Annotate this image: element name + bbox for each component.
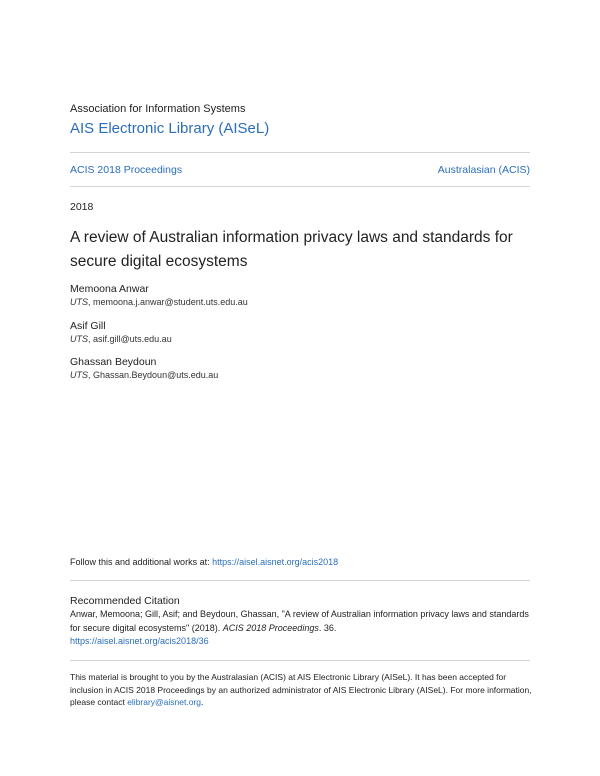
- citation-heading: Recommended Citation: [70, 595, 180, 607]
- author-entry: [70, 283, 248, 307]
- author-entry: [70, 356, 218, 380]
- region-link[interactable]: Australasian (ACIS): [437, 164, 530, 176]
- affiliation-name: UTS: [70, 297, 88, 307]
- publication-year: 2018: [70, 201, 94, 213]
- citation-link[interactable]: https://aisel.aisnet.org/acis2018/36: [70, 636, 209, 646]
- author-affiliation: UTS, asif.gill@uts.edu.au: [70, 334, 172, 344]
- paper-title: A review of Australian information privacy laws and standards for secure digital ecosystems: [70, 229, 513, 270]
- affiliation-name: UTS: [70, 334, 88, 344]
- notice-text: [70, 671, 540, 709]
- library-link[interactable]: AIS Electronic Library (AISeL): [70, 120, 270, 137]
- follow-text: [70, 557, 338, 567]
- citation-divider: [70, 580, 530, 581]
- citation-venue: ACIS 2018 Proceedings: [222, 622, 319, 633]
- citation-body: Anwar, Memoona; Gill, Asif; and Beydoun, Ghassan, "A review of Australian information privacy laws and standards for secure digital ecosystems" (2018).: [70, 609, 529, 633]
- author-email: Ghassan.Beydoun@uts.edu.au: [93, 370, 219, 380]
- proceedings-link[interactable]: ACIS 2018 Proceedings: [70, 164, 183, 176]
- notice-body: This material is brought to you by the Australasian (ACIS) at AIS Electronic Library (AISeL). It has been accepted for inclusion in ACIS 2018 Proceedings by an authorized administrator of AIS Electronic Library (AISeL). For more information, please contact: [70, 672, 532, 707]
- citation-text: [70, 608, 540, 649]
- association-name: Association for Information Systems: [70, 103, 246, 115]
- author-email: memoona.j.anwar@student.uts.edu.au: [93, 297, 248, 307]
- follow-label: Follow this and additional works at:: [70, 557, 213, 567]
- nav-divider: [70, 186, 530, 187]
- author-affiliation: UTS, memoona.j.anwar@student.uts.edu.au: [70, 297, 248, 307]
- notice-end: .: [201, 697, 204, 707]
- contact-email-link[interactable]: elibrary@aisnet.org: [127, 697, 202, 707]
- header-divider: [70, 152, 530, 153]
- affiliation-name: UTS: [70, 370, 88, 380]
- author-name: Ghassan Beydoun: [70, 356, 157, 368]
- citation-end: . 36.: [318, 622, 337, 633]
- author-affiliation: UTS, Ghassan.Beydoun@uts.edu.au: [70, 370, 219, 380]
- author-entry: [70, 320, 172, 344]
- author-name: Asif Gill: [70, 320, 106, 332]
- author-name: Memoona Anwar: [70, 283, 149, 295]
- author-email: asif.gill@uts.edu.au: [93, 334, 172, 344]
- notice-divider: [70, 660, 530, 661]
- collection-link[interactable]: https://aisel.aisnet.org/acis2018: [212, 557, 339, 567]
